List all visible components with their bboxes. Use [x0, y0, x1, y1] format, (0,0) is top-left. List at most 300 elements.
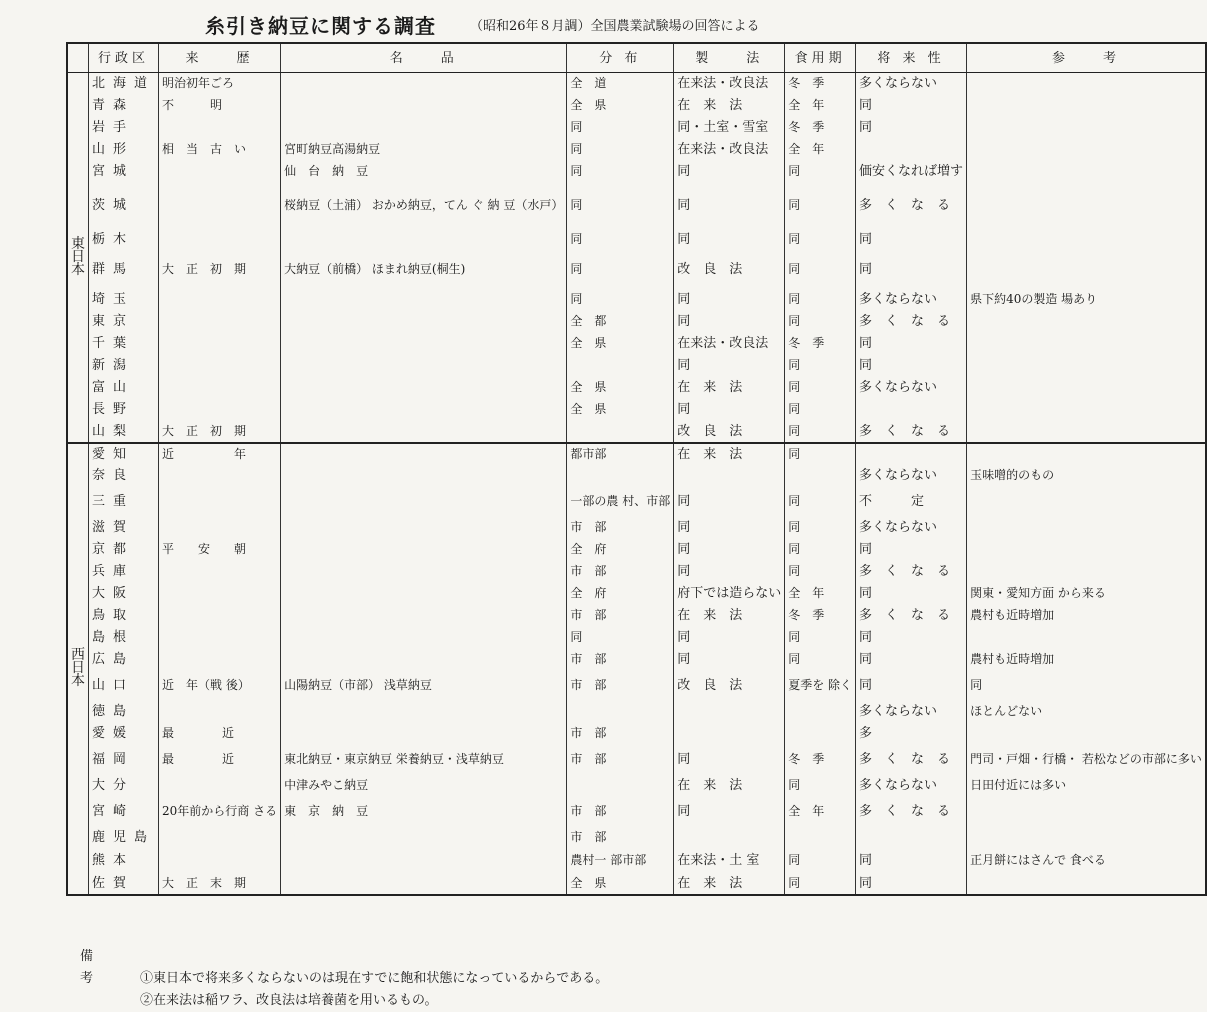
cell-dist	[567, 355, 674, 377]
cell-method: 同	[674, 539, 785, 561]
cell-period: 全 年	[785, 583, 856, 605]
cell-period: 冬 季	[785, 73, 856, 95]
note-line	[80, 946, 608, 990]
cell-method: 府下では造らない	[674, 583, 785, 605]
cell-pref: 広島	[89, 649, 159, 671]
cell-history	[159, 311, 281, 333]
table-row	[67, 421, 1206, 443]
cell-name	[281, 849, 567, 873]
cell-pref: 京都	[89, 539, 159, 561]
cell-method: 同	[674, 161, 785, 183]
cell-ref	[967, 251, 1206, 289]
table-row	[67, 139, 1206, 161]
region-char: 日	[71, 248, 85, 265]
cell-pref: 滋賀	[89, 517, 159, 539]
cell-method: 在 来 法	[674, 605, 785, 627]
cell-ref	[967, 723, 1206, 745]
cell-future: 同	[856, 117, 967, 139]
table-body	[67, 73, 1206, 895]
header-cell: 将 来 性	[856, 43, 967, 73]
cell-history: 近 年（戦 後）	[159, 671, 281, 701]
cell-pref: 北海道	[89, 73, 159, 95]
cell-history	[159, 827, 281, 849]
header-cell: 食用期	[785, 43, 856, 73]
cell-period: 同	[785, 627, 856, 649]
cell-ref	[967, 377, 1206, 399]
cell-period: 冬 季	[785, 745, 856, 775]
table-row	[67, 289, 1206, 311]
cell-history	[159, 183, 281, 229]
region-char: 東	[71, 235, 85, 252]
cell-pref: 宮城	[89, 161, 159, 183]
cell-method: 同	[674, 745, 785, 775]
header-cell: 名 品	[281, 43, 567, 73]
table-row	[67, 849, 1206, 873]
cell-history	[159, 517, 281, 539]
cell-ref	[967, 827, 1206, 849]
cell-history	[159, 627, 281, 649]
cell-name	[281, 583, 567, 605]
cell-method	[674, 465, 785, 487]
cell-ref: 玉味噌的のもの	[967, 465, 1206, 487]
cell-name: 仙 台 納 豆	[281, 161, 567, 183]
region-char: 本	[71, 261, 85, 278]
cell-ref	[967, 333, 1206, 355]
cell-history	[159, 487, 281, 517]
cell-method	[674, 723, 785, 745]
cell-ref: 門司・戸畑・行橋・ 若松などの市部に多い	[967, 745, 1206, 775]
cell-dist: 同	[567, 251, 674, 289]
cell-name	[281, 539, 567, 561]
cell-period: 同	[785, 561, 856, 583]
table-row	[67, 701, 1206, 723]
cell-method	[674, 827, 785, 849]
cell-name: 中津みやこ納豆	[281, 775, 567, 797]
cell-history	[159, 117, 281, 139]
cell-history	[159, 583, 281, 605]
cell-method: 同	[674, 311, 785, 333]
cell-history	[159, 465, 281, 487]
cell-future: 多 く な る	[856, 561, 967, 583]
cell-period: 同	[785, 487, 856, 517]
table-row	[67, 723, 1206, 745]
cell-name	[281, 95, 567, 117]
cell-name	[281, 701, 567, 723]
cell-period: 冬 季	[785, 605, 856, 627]
table-row	[67, 775, 1206, 797]
page-subtitle: （昭和26年８月調）全国農業試験場の回答による	[470, 19, 760, 34]
cell-period: 同	[785, 443, 856, 465]
cell-future: 多くならない	[856, 377, 967, 399]
cell-dist: 全 県	[567, 95, 674, 117]
cell-name	[281, 723, 567, 745]
note-text: ②在来法は稲ワラ、改良法は培養菌を用いるもの。	[140, 993, 438, 1008]
cell-dist: 市 部	[567, 827, 674, 849]
cell-ref	[967, 421, 1206, 443]
cell-period: 同	[785, 161, 856, 183]
table-row	[67, 487, 1206, 517]
table-row	[67, 311, 1206, 333]
cell-dist: 市 部	[567, 723, 674, 745]
cell-name	[281, 561, 567, 583]
table-row	[67, 161, 1206, 183]
header-cell: 来 歴	[159, 43, 281, 73]
cell-method: 在 来 法	[674, 775, 785, 797]
cell-period: 同	[785, 873, 856, 895]
cell-dist: 同	[567, 161, 674, 183]
cell-future: 価安くなれば増す	[856, 161, 967, 183]
cell-name: 東 京 納 豆	[281, 797, 567, 827]
cell-future	[856, 399, 967, 421]
cell-pref: 群馬	[89, 251, 159, 289]
cell-method: 同	[674, 289, 785, 311]
cell-pref: 埼玉	[89, 289, 159, 311]
cell-ref	[967, 399, 1206, 421]
cell-history	[159, 649, 281, 671]
cell-ref	[967, 539, 1206, 561]
cell-period	[785, 827, 856, 849]
cell-future	[856, 443, 967, 465]
cell-method: 在来法・改良法	[674, 73, 785, 95]
cell-method: 同	[674, 561, 785, 583]
header-cell: 参 考	[967, 43, 1206, 73]
cell-name	[281, 333, 567, 355]
cell-future: 同	[856, 333, 967, 355]
cell-history: 相 当 古 い	[159, 139, 281, 161]
table-row	[67, 399, 1206, 421]
cell-method: 同	[674, 797, 785, 827]
cell-dist: 全 県	[567, 873, 674, 895]
cell-method: 同	[674, 229, 785, 251]
cell-pref: 東京	[89, 311, 159, 333]
header-cell: 分 布	[567, 43, 674, 73]
cell-ref: 関東・愛知方面 から来る	[967, 583, 1206, 605]
cell-period: 同	[785, 399, 856, 421]
cell-dist: 全 県	[567, 399, 674, 421]
cell-future: 同	[856, 229, 967, 251]
title-row	[0, 10, 1000, 38]
cell-method: 在 来 法	[674, 95, 785, 117]
header-cell: 製 法	[674, 43, 785, 73]
cell-method: 改 良 法	[674, 671, 785, 701]
cell-future: 多 く な る	[856, 183, 967, 229]
cell-method: 同	[674, 487, 785, 517]
cell-future: 多	[856, 723, 967, 745]
cell-period	[785, 465, 856, 487]
survey-table	[66, 42, 1207, 896]
cell-history	[159, 289, 281, 311]
note-text: ①東日本で将来多くならないのは現在すでに飽和状態になっているからである。	[140, 971, 609, 986]
cell-name	[281, 399, 567, 421]
table-row	[67, 465, 1206, 487]
cell-period: 同	[785, 183, 856, 229]
cell-period: 同	[785, 517, 856, 539]
region-label	[67, 443, 89, 895]
cell-future: 多くならない	[856, 517, 967, 539]
cell-name	[281, 873, 567, 895]
cell-ref	[967, 117, 1206, 139]
header-cell: 行政区	[89, 43, 159, 73]
region-char: 本	[71, 673, 85, 689]
cell-dist: 全 県	[567, 333, 674, 355]
cell-name	[281, 487, 567, 517]
cell-period: 全 年	[785, 139, 856, 161]
cell-future: 多くならない	[856, 465, 967, 487]
cell-period: 全 年	[785, 95, 856, 117]
cell-name: 桜納豆（土浦） おかめ納豆，てん ぐ 納 豆（水戸）	[281, 183, 567, 229]
cell-method: 同	[674, 355, 785, 377]
cell-ref	[967, 161, 1206, 183]
cell-name	[281, 355, 567, 377]
cell-dist: 同	[567, 289, 674, 311]
cell-ref	[967, 561, 1206, 583]
cell-method: 改 良 法	[674, 251, 785, 289]
cell-pref: 山形	[89, 139, 159, 161]
cell-dist	[567, 775, 674, 797]
table-row	[67, 583, 1206, 605]
cell-pref: 岩手	[89, 117, 159, 139]
cell-future: 同	[856, 849, 967, 873]
cell-dist: 同	[567, 627, 674, 649]
cell-period: 全 年	[785, 797, 856, 827]
cell-method: 同	[674, 517, 785, 539]
table-row	[67, 605, 1206, 627]
cell-ref: 県下約40の製造 場あり	[967, 289, 1206, 311]
header-region-col	[67, 43, 89, 73]
cell-future: 同	[856, 627, 967, 649]
cell-name	[281, 229, 567, 251]
cell-pref: 鹿児島	[89, 827, 159, 849]
cell-period: 同	[785, 775, 856, 797]
cell-future: 多 く な る	[856, 745, 967, 775]
table-row	[67, 95, 1206, 117]
cell-history: 近 年	[159, 443, 281, 465]
cell-name	[281, 289, 567, 311]
cell-pref: 新潟	[89, 355, 159, 377]
cell-history: 明治初年ごろ	[159, 73, 281, 95]
cell-name	[281, 377, 567, 399]
cell-history	[159, 775, 281, 797]
cell-ref: 日田付近には多い	[967, 775, 1206, 797]
cell-history	[159, 849, 281, 873]
cell-ref	[967, 95, 1206, 117]
cell-dist: 同	[567, 183, 674, 229]
region-char: 西	[71, 647, 85, 663]
table-row	[67, 251, 1206, 289]
cell-method: 同	[674, 183, 785, 229]
cell-pref: 青森	[89, 95, 159, 117]
cell-method: 在 来 法	[674, 873, 785, 895]
cell-name	[281, 827, 567, 849]
table-row	[67, 355, 1206, 377]
table-row	[67, 443, 1206, 465]
cell-method	[674, 701, 785, 723]
cell-pref: 大阪	[89, 583, 159, 605]
table-row	[67, 333, 1206, 355]
cell-ref	[967, 229, 1206, 251]
cell-period	[785, 723, 856, 745]
notes-label: 備 考	[80, 949, 127, 986]
cell-name: 東北納豆・東京納豆 栄養納豆・浅草納豆	[281, 745, 567, 775]
cell-future: 同	[856, 355, 967, 377]
cell-ref	[967, 627, 1206, 649]
cell-future: 多くならない	[856, 775, 967, 797]
cell-dist: 都市部	[567, 443, 674, 465]
cell-period: 同	[785, 251, 856, 289]
cell-history	[159, 377, 281, 399]
cell-history	[159, 161, 281, 183]
cell-dist: 全 府	[567, 539, 674, 561]
cell-period	[785, 701, 856, 723]
cell-history	[159, 701, 281, 723]
cell-future	[856, 827, 967, 849]
cell-dist: 一部の農 村、市部	[567, 487, 674, 517]
cell-ref	[967, 487, 1206, 517]
table-row	[67, 183, 1206, 229]
table-row	[67, 73, 1206, 95]
cell-method: 在来法・改良法	[674, 139, 785, 161]
cell-method: 改 良 法	[674, 421, 785, 443]
cell-pref: 兵庫	[89, 561, 159, 583]
cell-history: 最 近	[159, 723, 281, 745]
cell-name	[281, 421, 567, 443]
cell-dist: 農村一 部市部	[567, 849, 674, 873]
cell-history	[159, 605, 281, 627]
region-label	[67, 73, 89, 443]
cell-name	[281, 649, 567, 671]
cell-period: 同	[785, 377, 856, 399]
cell-future: 同	[856, 583, 967, 605]
cell-period: 夏季を 除く	[785, 671, 856, 701]
cell-future: 多 く な る	[856, 797, 967, 827]
cell-period: 同	[785, 229, 856, 251]
cell-dist: 市 部	[567, 517, 674, 539]
cell-dist: 全 県	[567, 377, 674, 399]
cell-future: 同	[856, 649, 967, 671]
cell-future: 同	[856, 251, 967, 289]
cell-ref	[967, 443, 1206, 465]
cell-period: 同	[785, 849, 856, 873]
cell-ref	[967, 797, 1206, 827]
cell-method: 同	[674, 649, 785, 671]
cell-name	[281, 73, 567, 95]
table-row	[67, 745, 1206, 775]
table-row	[67, 827, 1206, 849]
cell-pref: 鳥取	[89, 605, 159, 627]
cell-history	[159, 355, 281, 377]
cell-period: 同	[785, 355, 856, 377]
cell-ref	[967, 355, 1206, 377]
cell-pref: 宮崎	[89, 797, 159, 827]
table-row	[67, 873, 1206, 895]
cell-period: 同	[785, 289, 856, 311]
cell-period: 同	[785, 539, 856, 561]
cell-pref: 愛媛	[89, 723, 159, 745]
cell-future: 同	[856, 539, 967, 561]
cell-ref	[967, 873, 1206, 895]
cell-future: 多くならない	[856, 701, 967, 723]
cell-name	[281, 517, 567, 539]
cell-future: 同	[856, 95, 967, 117]
table-row	[67, 229, 1206, 251]
cell-name	[281, 605, 567, 627]
cell-dist	[567, 421, 674, 443]
cell-ref: 農村も近時増加	[967, 605, 1206, 627]
cell-dist: 全 道	[567, 73, 674, 95]
cell-ref	[967, 311, 1206, 333]
cell-ref: 同	[967, 671, 1206, 701]
table-row	[67, 377, 1206, 399]
table-row	[67, 627, 1206, 649]
cell-period: 同	[785, 649, 856, 671]
cell-future: 多くならない	[856, 73, 967, 95]
notes	[80, 946, 608, 1012]
cell-history: 大 正 初 期	[159, 421, 281, 443]
cell-pref: 徳島	[89, 701, 159, 723]
cell-history	[159, 229, 281, 251]
cell-dist: 市 部	[567, 797, 674, 827]
cell-pref: 熊本	[89, 849, 159, 873]
cell-dist: 全 都	[567, 311, 674, 333]
cell-ref	[967, 517, 1206, 539]
cell-future: 同	[856, 873, 967, 895]
cell-pref: 島根	[89, 627, 159, 649]
cell-method: 在来法・改良法	[674, 333, 785, 355]
cell-dist: 市 部	[567, 671, 674, 701]
cell-future: 多 く な る	[856, 605, 967, 627]
page-title: 糸引き納豆に関する調査	[205, 14, 436, 38]
cell-method: 同	[674, 627, 785, 649]
cell-pref: 山梨	[89, 421, 159, 443]
cell-pref: 長野	[89, 399, 159, 421]
cell-pref: 大分	[89, 775, 159, 797]
table-row	[67, 561, 1206, 583]
cell-pref: 栃木	[89, 229, 159, 251]
cell-ref	[967, 183, 1206, 229]
cell-ref	[967, 139, 1206, 161]
cell-name	[281, 117, 567, 139]
cell-history	[159, 399, 281, 421]
cell-name: 山陽納豆（市部） 浅草納豆	[281, 671, 567, 701]
region-char: 日	[71, 660, 85, 676]
cell-dist: 同	[567, 229, 674, 251]
cell-method: 同	[674, 399, 785, 421]
cell-period: 冬 季	[785, 333, 856, 355]
cell-pref: 富山	[89, 377, 159, 399]
table-row	[67, 671, 1206, 701]
cell-pref: 茨城	[89, 183, 159, 229]
cell-history: 最 近	[159, 745, 281, 775]
cell-future: 同	[856, 671, 967, 701]
cell-name: 宮町納豆高湯納豆	[281, 139, 567, 161]
cell-name	[281, 465, 567, 487]
cell-future: 多 く な る	[856, 421, 967, 443]
cell-name	[281, 443, 567, 465]
cell-ref: 正月餅にはさんで 食べる	[967, 849, 1206, 873]
cell-dist: 同	[567, 117, 674, 139]
cell-pref: 福岡	[89, 745, 159, 775]
cell-dist: 全 府	[567, 583, 674, 605]
cell-pref: 愛知	[89, 443, 159, 465]
cell-pref: 千葉	[89, 333, 159, 355]
cell-name: 大納豆（前橋） ほまれ納豆(桐生)	[281, 251, 567, 289]
note-line	[80, 990, 608, 1012]
cell-method: 在 来 法	[674, 443, 785, 465]
cell-history: 平 安 朝	[159, 539, 281, 561]
cell-method: 在来法・土 室	[674, 849, 785, 873]
cell-name	[281, 311, 567, 333]
cell-pref: 佐賀	[89, 873, 159, 895]
